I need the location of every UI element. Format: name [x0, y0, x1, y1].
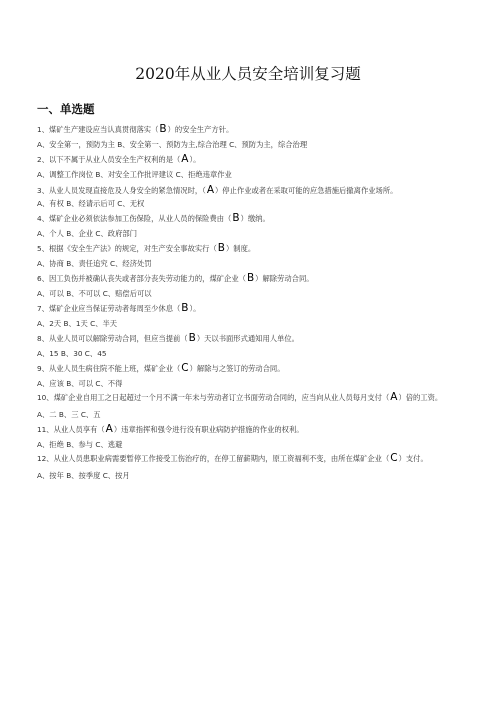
- answer-mark: B: [246, 272, 255, 284]
- question-text-tail: ）。: [189, 304, 201, 313]
- question-text-tail: ）支付。: [398, 454, 428, 463]
- question-stem: [37, 154, 462, 165]
- question-text: 7、煤矿企业应当保证劳动者每周至少休息（: [37, 304, 181, 313]
- answer-mark: B: [181, 302, 189, 314]
- question-item: [37, 333, 462, 359]
- question-text: 9、从业人员生病住院不能上班，煤矿企业（: [37, 364, 181, 373]
- document-title: 2020年从业人员安全培训复习题: [135, 65, 361, 83]
- question-item: [37, 390, 462, 420]
- question-text-tail: ）违章指挥和强令进行没有职业病防护措施的作业的权利。: [113, 425, 304, 434]
- answer-mark: B: [232, 212, 240, 224]
- question-options: A、2天 B、1天 C、半天: [37, 319, 118, 328]
- question-text-tail: ）停止作业或者在采取可能的应急措施后撤离作业场所。: [215, 186, 398, 195]
- question-item: [37, 243, 462, 269]
- question-stem: [37, 184, 462, 197]
- question-text-tail: ）。: [189, 155, 201, 164]
- question-options: A、调整工作岗位 B、对安全工作批评建议 C、拒绝违章作业: [37, 170, 232, 179]
- question-text: 11、从业人员享有（: [37, 425, 105, 434]
- question-item: [37, 363, 462, 389]
- question-text: 10、煤矿企业自用工之日起超过一个月不满一年未与劳动者订立书面劳动合同的，应当向从业人员每月支付（: [37, 393, 390, 402]
- question-stem: [37, 451, 462, 466]
- question-stem: [37, 424, 462, 435]
- question-item: [37, 273, 462, 299]
- question-item: [37, 154, 462, 180]
- question-text-tail: ）天以书面形式通知用人单位。: [196, 334, 299, 343]
- answer-mark: A: [181, 153, 189, 165]
- answer-mark: A: [390, 391, 398, 403]
- answer-mark: B: [217, 242, 225, 254]
- question-stem: [37, 363, 462, 374]
- answer-mark: C: [390, 452, 398, 464]
- question-list: [37, 120, 462, 483]
- question-item: [37, 424, 462, 450]
- question-stem: [37, 124, 462, 135]
- question-text-tail: ）解除劳动合同。: [255, 274, 314, 283]
- question-text-tail: ）的安全生产方针。: [167, 125, 234, 134]
- question-text-tail: ）制度。: [226, 244, 256, 253]
- answer-mark: A: [105, 423, 113, 435]
- answer-mark: B: [188, 332, 196, 344]
- answer-mark: A: [206, 184, 215, 196]
- question-text: 6、因工负伤并被确认丧失或者部分丧失劳动能力的，煤矿企业（: [37, 274, 246, 283]
- question-text-tail: ）倍的工资。: [398, 393, 443, 402]
- answer-mark: B: [159, 123, 167, 135]
- question-options: A、拒绝 B、参与 C、逃避: [37, 440, 123, 449]
- question-options: A、个人 B、企业 C、政府部门: [37, 229, 137, 238]
- question-stem: [37, 273, 462, 284]
- question-options: A、安全第一，预防为主 B、安全第一、预防为主,综合治理 C、预防为主，综合治理: [37, 140, 308, 149]
- question-item: [37, 451, 462, 481]
- section-heading: 一、单选题: [37, 102, 95, 116]
- question-text: 8、从业人员可以解除劳动合同，但应当提前（: [37, 334, 188, 343]
- question-stem: [37, 303, 462, 314]
- question-options: A、应该 B、可以 C、不得: [37, 379, 123, 388]
- question-options: A、按年 B、按季度 C、按月: [37, 471, 130, 480]
- question-item: [37, 303, 462, 329]
- question-text-tail: ）解除与之签订的劳动合同。: [189, 364, 285, 373]
- question-stem: [37, 213, 462, 224]
- question-options: A、协商 B、责任追究 C、经济处罚: [37, 259, 152, 268]
- question-text: 5、根据《安全生产法》的规定，对生产安全事故实行（: [37, 244, 217, 253]
- question-options: A、15 B、30 C、45: [37, 349, 107, 358]
- question-text: 1、煤矿生产建设应当认真贯彻落实（: [37, 125, 159, 134]
- question-item: [37, 184, 462, 209]
- question-options: A、有权 B、经请示后可 C、无权: [37, 199, 145, 208]
- question-options: A、二 B、三 C、五: [37, 410, 101, 419]
- question-text: 3、从业人员发现直接危及人身安全的紧急情况时，（: [37, 186, 206, 195]
- question-stem: [37, 333, 462, 344]
- question-stem: [37, 390, 462, 405]
- question-item: [37, 124, 462, 150]
- question-text: 12、从业人员患职业病需要暂停工作接受工伤治疗的，在停工留薪期内，原工资福利不变，由所在煤矿企业（: [37, 454, 390, 463]
- question-stem: [37, 243, 462, 254]
- answer-mark: C: [181, 362, 189, 374]
- question-text-tail: ）缴纳。: [240, 214, 270, 223]
- question-text: 2、以下不属于从业人员安全生产权利的是（: [37, 155, 181, 164]
- question-options: A、可以 B、不可以 C、赔偿后可以: [37, 289, 152, 298]
- question-text: 4、煤矿企业必须依法参加工伤保险，从业人员的保险费由（: [37, 214, 232, 223]
- question-item: [37, 213, 462, 239]
